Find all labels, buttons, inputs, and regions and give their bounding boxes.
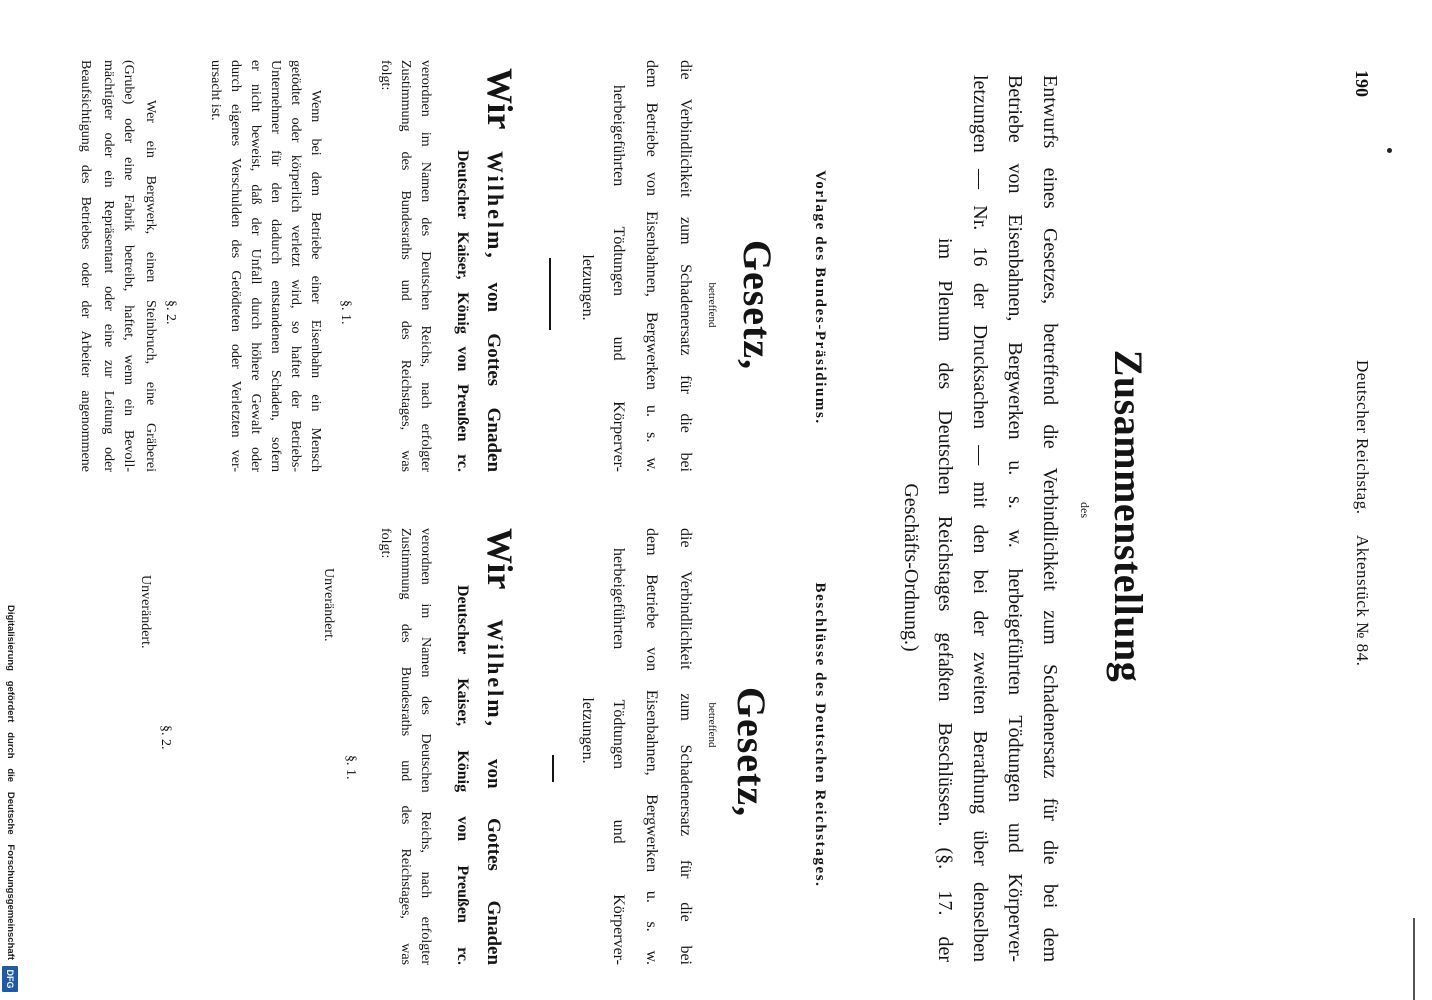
right-preamble-titles: Deutscher Kaiser, König von Preußen rc. [454, 585, 471, 965]
right-enactment-line: Zustimmung des Bundesraths und des Reichstages, was [398, 528, 413, 965]
left-section-2-line: (Grube) oder eine Fabrik betreibt, haftet, wenn ein Bevoll- [121, 60, 136, 472]
left-subject-line: herbeigeführten Tödtungen und Körperver- [610, 85, 627, 472]
left-enactment-line: Zustimmung des Bundesraths und des Reichstages, was [398, 60, 413, 472]
right-subject-line: letzungen. [579, 697, 596, 764]
right-column-heading: Beschlüsse des Deutschen Reichstages. [812, 582, 828, 888]
digitization-credit: Digitalisierung gefördert durch die Deutsche Forschungsgemeinschaft [5, 605, 16, 960]
document-reference: Aktenstück № 84. [1353, 535, 1372, 667]
left-preamble-line [475, 68, 518, 472]
left-section-1-line: Wenn bei dem Betriebe einer Eisenbahn ein Mensch [308, 90, 323, 472]
page-title: Zusammenstellung [1106, 349, 1151, 683]
left-subject-line: die Verbindlichkeit zum Schadenersatz für die bei [677, 60, 694, 472]
left-section-1-line: getödtet oder körperlich verletzt wird, so haftet der Betriebs- [288, 60, 303, 472]
left-preamble-grace: von Gottes Gnaden [483, 282, 504, 473]
intro-line: Geschäfts-Ordnung.) [900, 483, 922, 652]
right-enactment-line: verordnen im Namen des Deutschen Reichs, nach erfolgter [418, 528, 433, 965]
right-subject-line: die Verbindlichkeit zum Schadenersatz für die bei [677, 528, 694, 965]
right-section-2-label: §. 2. [158, 725, 173, 750]
left-preamble-name: Wilhelm, [483, 151, 508, 261]
left-section-2-line: mächtigter oder ein Repräsentant oder eine zur Leitung oder [101, 60, 116, 472]
right-law-title: Gesetz, [729, 686, 774, 818]
dfg-logo: DFG [2, 966, 18, 992]
right-preamble-line [475, 528, 518, 965]
left-section-1-label: §. 1. [338, 300, 353, 325]
left-section-1-line: durch eigenes Verschulden des Getödteten oder Verletzten ver- [228, 60, 243, 472]
ink-speck [1387, 148, 1392, 153]
right-section-1-note: Unverändert. [321, 568, 336, 642]
publication-title: Deutscher Reichstag. [1353, 360, 1372, 515]
left-section-1-line: er nicht beweist, daß der Unfall durch höhere Gewalt oder [248, 60, 263, 472]
scan-edge-mark [1414, 918, 1416, 1000]
left-preamble-we: Wir [480, 68, 520, 130]
left-subject-line: dem Betriebe von Eisenbahnen, Bergwerken u. s. w. [643, 60, 660, 472]
right-preamble-grace: von Gottes Gnaden [483, 758, 504, 966]
left-enactment-line: folgt: [378, 60, 393, 91]
right-section-1-label: §. 1. [343, 755, 358, 780]
left-concerning-label: betreffend [706, 282, 718, 328]
right-subject-line: herbeigeführten Tödtungen und Körperver- [610, 548, 627, 965]
intro-line: Entwurfs eines Gesetzes, betreffend die Verbindlichkeit zum Schadenersatz für die bei dem [1039, 75, 1061, 962]
right-enactment-line: folgt: [378, 528, 393, 559]
left-law-title: Gesetz, [735, 239, 780, 371]
title-connector: des [1078, 502, 1092, 518]
right-subject-line: dem Betriebe von Eisenbahnen, Bergwerken u. s. w. [643, 528, 660, 965]
left-section-2-line: Wer ein Bergwerk, einen Steinbruch, eine Gräberei [143, 100, 158, 472]
intro-line: Betriebe von Eisenbahnen, Bergwerken u. s. w. herbeigeführten Tödtungen und Körperver- [1004, 75, 1026, 962]
left-column-heading: Vorlage des Bundes-Präsidiums. [812, 170, 828, 425]
page-number: 190 [1352, 70, 1372, 97]
left-subject-line: letzungen. [579, 254, 596, 321]
left-section-2-line: Beaufsichtigung des Betriebes oder der Arbeiter angenommene [78, 60, 93, 472]
right-concerning-label: betreffend [706, 702, 718, 748]
right-preamble-name: Wilhelm, [483, 619, 508, 730]
intro-line: letzungen — Nr. 16 der Drucksachen — mit den bei der zweiten Berathung über denselben [969, 75, 991, 962]
right-section-2-note: Unverändert. [138, 575, 153, 649]
left-preamble-titles: Deutscher Kaiser, König von Preußen rc. [454, 150, 471, 472]
left-section-1-line: ursacht ist. [208, 60, 223, 121]
right-separator-rule [553, 755, 555, 782]
left-enactment-line: verordnen im Namen des Deutschen Reichs, nach erfolgter [418, 60, 433, 472]
left-section-1-line: Unternehmer für den dadurch entstandenen Schaden, sofern [268, 60, 283, 472]
intro-line: im Plenum des Deutschen Reichstages gefaßten Beschlüssen. (§. 17. der [934, 238, 956, 962]
left-section-2-label: §. 2. [163, 300, 178, 325]
right-preamble-we: Wir [480, 528, 520, 590]
left-separator-rule [550, 258, 552, 330]
